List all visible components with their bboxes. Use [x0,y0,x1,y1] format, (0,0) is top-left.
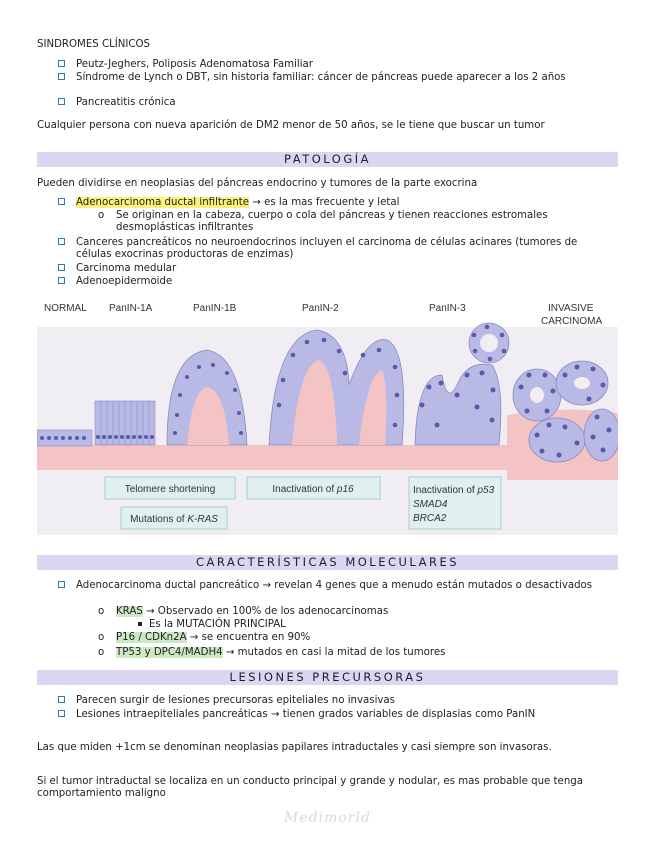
sub-item-text [116,632,616,644]
sub-item-text [116,606,616,618]
bullet-o-icon: o [98,210,105,221]
list-item [58,197,618,209]
list-item-text [76,197,616,209]
stroma-band [37,445,507,470]
list-item-text: Canceres pancreáticos no neuroendocrinos incluyen el carcinoma de células acinares (tumores de células exocrinas productoras de enzimas) [76,237,578,260]
list-item [58,59,618,71]
checkbox-square-icon [58,696,65,703]
stage-label-panin3: PanIN-3 [429,303,466,314]
precursor-paragraph-1: Las que miden +1cm se denominan neoplasias papilares intraductales y casi siempre son invasoras. [37,742,552,753]
bullet-square-icon [138,622,142,626]
tp53-text: → mutados en casi la mitad de los tumores [222,647,446,658]
checkbox-square-icon [58,198,65,205]
p53-box-prefix: Inactivation of [413,485,478,496]
list-item [58,72,618,84]
p16-box-prefix: Inactivation of [272,484,337,495]
p16-box-gene: p16 [336,484,354,495]
kras-box-label [130,514,218,525]
checkbox-square-icon [58,98,65,105]
stage-label-normal: NORMAL [44,303,87,314]
list-item-text: Síndrome de Lynch o DBT, sin historia familiar: cáncer de páncreas puede aparecer a los 2 años [76,72,566,83]
p53-box-label [413,485,495,496]
watermark-logo: Medimorld [284,810,371,826]
list-item-text: Pancreatitis crónica [76,97,176,108]
brca2-label: BRCA2 [413,513,447,524]
precursor-paragraph-2: Si el tumor intraductal se localiza en un conducto principal y grande y nodular, es mas probable que tenga comportamiento maligno [37,776,583,799]
list-item-text: Peutz-Jeghers, Poliposis Adenomatosa Familiar [76,59,313,70]
list-item [58,237,618,260]
kras-box-prefix: Mutations of [130,514,188,525]
list-item-text: Parecen surgir de lesiones precursoras epiteliales no invasivas [76,695,395,706]
list-item [58,263,618,275]
sub-item-text: Se originan en la cabeza, cuerpo o cola del páncreas y tienen reacciones estromales desmoplásticas infiltrantes [116,210,548,233]
list-item [58,709,618,721]
stage-label-panin2: PanIN-2 [302,303,339,314]
clinical-note: Cualquier persona con nueva aparición de DM2 menor de 50 años, se le tiene que buscar un tumor [37,120,545,131]
checkbox-square-icon [58,238,65,245]
checkbox-square-icon [58,264,65,271]
checkbox-square-icon [58,581,65,588]
stage-label-invasive: INVASIVE [548,303,594,314]
pathology-intro: Pueden dividirse en neoplasias del páncreas endocrino y tumores de la parte exocrina [37,178,478,189]
molecular-heading: CARACTERÍSTICAS MOLECULARES [37,555,618,570]
pathology-heading: PATOLOGÍA [37,152,618,167]
telomere-box-label: Telomere shortening [124,484,216,495]
p16-box-label [272,484,354,495]
panin3-cluster-lumen [480,334,498,352]
bullet-o-icon: o [98,647,105,658]
kras-main-mutation: Es la MUTACIÓN PRINCIPAL [149,619,286,630]
list-item [58,276,618,288]
list-item-text: Adenocarcinoma ductal pancreático → revelan 4 genes que a menudo están mutados o desactivados [76,580,593,591]
checkbox-square-icon [58,277,65,284]
list-item-text: Carcinoma medular [76,263,177,274]
precursor-heading: LESIONES PRECURSORAS [37,670,618,685]
p16-text: → se encuentra en 90% [186,632,311,643]
stage-label-panin1b: PanIN-1B [193,303,237,314]
kras-text: → Observado en 100% de los adenocarcinomas [142,606,389,617]
panin-progression-figure [37,295,618,535]
list-item-text: Adenoepidermoide [76,276,173,287]
stage-label-carcinoma: CARCINOMA [541,316,603,327]
stage-label-panin1a: PanIN-1A [109,303,153,314]
highlight-tp53: TP53 y DPC4/MADH4 [116,647,223,658]
checkbox-square-icon [58,60,65,67]
highlight-kras: KRAS [116,606,143,617]
list-item [58,97,618,109]
smad4-label: SMAD4 [413,499,448,510]
list-item [58,580,618,592]
highlight-p16: P16 / CDKn2A [116,632,187,643]
bullet-o-icon: o [98,606,105,617]
bullet-o-icon: o [98,632,105,643]
list-item [58,695,618,707]
list-item-rest: → es la mas frecuente y letal [249,197,400,208]
checkbox-square-icon [58,710,65,717]
clinical-syndromes-title: SINDROMES CLÍNICOS [37,39,150,50]
sub-sub-list-item [138,619,618,631]
p53-box-gene: p53 [477,485,495,496]
list-item-text: Lesiones intraepiteliales pancreáticas → tienen grados variables de displasias como PanIN [76,709,536,720]
checkbox-square-icon [58,73,65,80]
sub-item-text [116,647,616,659]
kras-box-gene: K-RAS [187,514,218,525]
highlight-adenocarcinoma: Adenocarcinoma ductal infiltrante [76,197,250,208]
